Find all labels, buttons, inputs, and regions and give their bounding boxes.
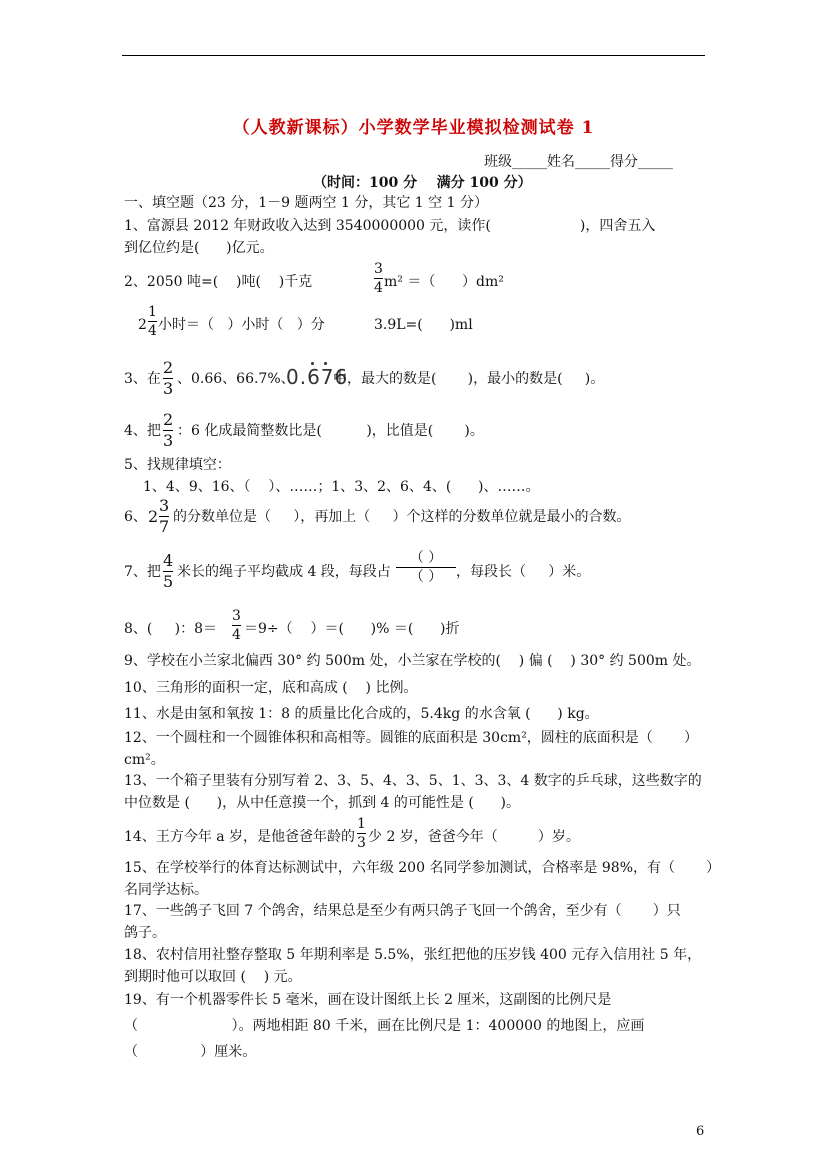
fraction: 1 3: [357, 816, 366, 851]
question-1-line-2: 到亿位约是( )亿元。: [124, 240, 274, 256]
question-19-line-2: （ ）。两地相距 80 千米，画在比例尺是 1：400000 的地图上，应画: [124, 1018, 645, 1034]
mixed-number-whole: 2: [148, 507, 159, 526]
page-number: 6: [696, 1124, 705, 1139]
repeating-decimal: 0.676: [286, 365, 349, 389]
question-14-text: 14、王方今年 a 岁，是他爸爸年龄的: [124, 829, 356, 845]
question-2-line-1: 2、2050 吨=( )吨( )千克: [124, 274, 313, 290]
question-7-label: 7、把: [124, 564, 161, 580]
question-7-text: 米长的绳子平均截成 4 段，每段占: [177, 564, 391, 580]
fraction: 3 7: [159, 496, 170, 536]
question-9: 9、学校在小兰家北偏西 30° 约 500m 处，小兰家在学校的( ) 偏 ( ) 30° 约 500m 处。: [124, 653, 701, 669]
fraction: 3 4: [232, 608, 241, 643]
page-title: （人教新课标）小学数学毕业模拟检测试卷 1: [232, 118, 595, 138]
question-18-line-2: 到期时他可以取回 ( ) 元。: [124, 969, 302, 985]
question-15-line-2: 名同学达标。: [124, 882, 208, 898]
mixed-number-whole: 2: [138, 317, 147, 333]
question-18-line-1: 18、农村信用社整存整取 5 年期利率是 5.5%，张红把他的压岁钱 400 元存入信用社 5 年，: [124, 947, 702, 963]
fraction: 2 3: [163, 358, 174, 398]
question-2-line-3: 3.9L=( )ml: [374, 317, 473, 333]
question-3-numbers: 、0.66、66.7%、: [177, 371, 295, 387]
fraction: 3 4: [374, 261, 383, 296]
question-3-text: 中，最大的数是( )，最小的数是( )。: [333, 371, 605, 387]
section-heading: 一、填空题（23 分，1－9 题两空 1 分，其它 1 空 1 分）: [124, 195, 488, 211]
question-1-line-1: 1、富源县 2012 年财政收入达到 3540000000 元，读作( )，四舍五入: [124, 218, 656, 234]
question-4-label: 4、把: [124, 423, 161, 439]
question-17-line-1: 17、一些鸽子飞回 7 个鸽舍，结果总是至少有两只鸽子飞回一个鸽舍，至少有（ ）只: [124, 903, 681, 919]
question-10: 10、三角形的面积一定，底和高成 ( ) 比例。: [124, 680, 418, 696]
fraction: 1 4: [148, 304, 157, 339]
header-rule: [122, 55, 705, 56]
question-2-unit: m² ＝（ ）dm²: [384, 274, 504, 290]
fraction: 4 5: [163, 551, 174, 591]
question-13-line-1: 13、一个箱子里装有分别写着 2、3、5、4、3、5、1、3、3、4 数字的乒乓球，这些数字的: [124, 773, 702, 789]
question-14-text-2: 少 2 岁，爸爸今年（ ）岁。: [368, 829, 580, 845]
question-8-text: ＝9÷（ ）＝( )% ＝( )折: [244, 621, 460, 637]
question-2-line-2: 小时＝（ ）小时（ ）分: [158, 317, 325, 333]
fraction: 2 3: [163, 410, 174, 450]
question-7-text-2: ，每段长（ ）米。: [456, 564, 591, 580]
question-5-line-1: 5、找规律填空：: [124, 457, 231, 473]
question-4-text: ：6 化成最简整数比是( )，比值是( )。: [177, 423, 484, 439]
question-6-label: 6、: [124, 509, 147, 525]
question-15-line-1: 15、在学校举行的体育达标测试中，六年级 200 名同学参加测试，合格率是 98%，有（ ）: [124, 860, 721, 876]
question-8-label: 8、( )：8＝: [124, 621, 217, 637]
student-info-line: 班级_____姓名_____得分_____: [484, 154, 673, 170]
repeat-dot: [311, 362, 314, 365]
blank-fraction: （ ） （ ）: [396, 551, 456, 584]
question-17-line-2: 鸽子。: [124, 925, 166, 941]
question-5-line-2: 1、4、9、16、（ ）、……；1、3、2、6、4、( )、……。: [143, 479, 540, 495]
question-3-label: 3、在: [124, 371, 161, 387]
question-12-line-2: cm²。: [124, 752, 165, 768]
question-6-text: 的分数单位是（ ），再加上（ ）个这样的分数单位就是最小的合数。: [173, 509, 631, 525]
time-score-line: （时间：100 分 满分 100 分）: [313, 175, 532, 191]
question-19-line-3: （ ）厘米。: [124, 1044, 257, 1060]
question-13-line-2: 中位数是 ( )，从中任意摸一个，抓到 4 的可能性是 ( )。: [124, 795, 520, 811]
question-12-line-1: 12、一个圆柱和一个圆锥体积和高相等。圆锥的底面积是 30cm²，圆柱的底面积是（ ）: [124, 730, 698, 746]
question-11: 11、水是由氢和氧按 1：8 的质量比化合成的，5.4kg 的水含氧 ( ) kg。: [124, 706, 599, 722]
repeat-dot: [324, 362, 327, 365]
question-19-line-1: 19、有一个机器零件长 5 毫米，画在设计图纸上长 2 厘米，这副图的比例尺是: [124, 992, 612, 1008]
